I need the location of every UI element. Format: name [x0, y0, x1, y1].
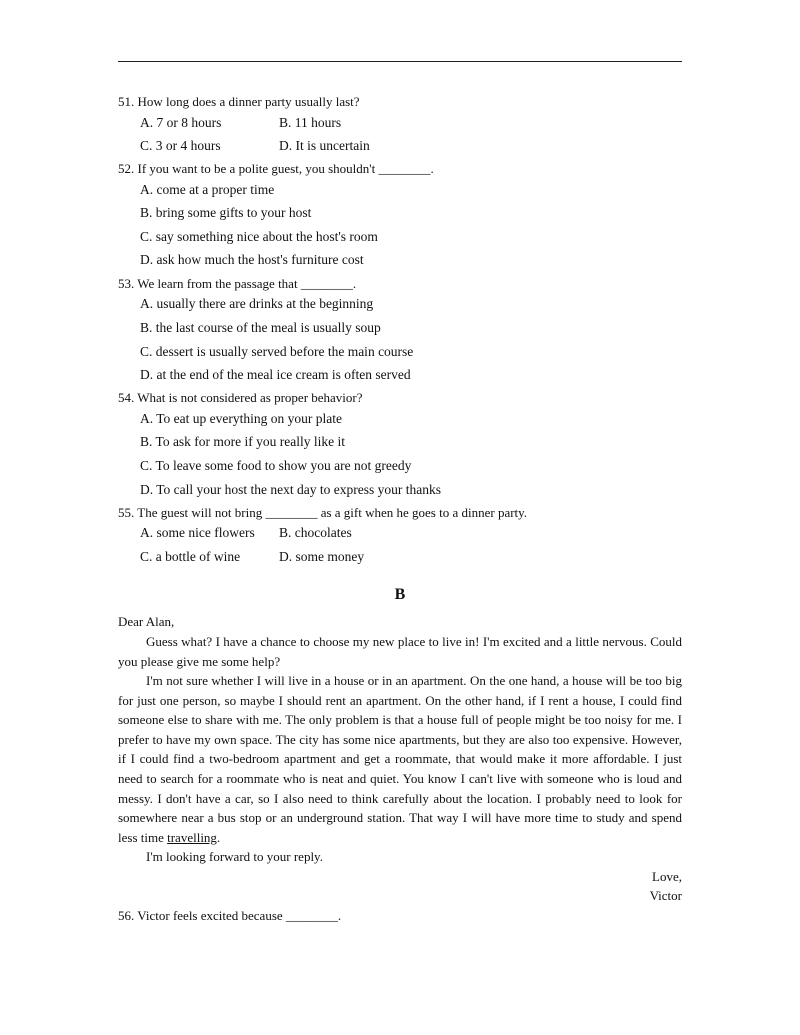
- letter-p2-line: somewhere near a bus stop or an underground station. That way I will have more time to study and spend: [118, 810, 682, 825]
- question-56: 56. Victor feels excited because ________.: [118, 908, 342, 923]
- letter-p1-line: Guess what? I have a chance to choose my new place to live in! I'm excited and a little nervous. Could: [146, 634, 682, 649]
- question-53: 53. We learn from the passage that ________.: [118, 276, 357, 291]
- q51-option-d: D. It is uncertain: [279, 138, 370, 153]
- q55-option-b: B. chocolates: [279, 525, 352, 540]
- q51-option-a: A. 7 or 8 hours: [140, 115, 222, 130]
- letter-salutation: Dear Alan,: [118, 614, 175, 629]
- q54-option-c: C. To leave some food to show you are not greedy: [140, 458, 412, 473]
- question-54: 54. What is not considered as proper behavior?: [118, 390, 363, 405]
- q55-option-a: A. some nice flowers: [140, 525, 255, 540]
- letter-p2-line: messy. I don't have a car, so I also need to think carefully about the location. I probably need to look for: [118, 791, 682, 806]
- letter-closing: Love,: [652, 869, 682, 884]
- q54-option-b: B. To ask for more if you really like it: [140, 434, 346, 449]
- q55-option-c: C. a bottle of wine: [140, 549, 241, 564]
- letter-p2-line: if I could find a two-bedroom apartment and get a roommate, that would make it more affordable. I just: [118, 751, 682, 766]
- q52-option-c: C. say something nice about the host's room: [140, 229, 378, 244]
- underlined-word: travelling: [167, 830, 217, 845]
- question-51: 51. How long does a dinner party usually last?: [118, 94, 360, 109]
- letter-text: .: [216, 830, 221, 845]
- header-rule: [118, 61, 682, 62]
- q52-option-d: D. ask how much the host's furniture cost: [140, 252, 364, 267]
- question-55: 55. The guest will not bring ________ as a gift when he goes to a dinner party.: [118, 505, 528, 520]
- letter-p2-line: I'm not sure whether I will live in a house or in an apartment. On the one hand, a house will be too big: [146, 673, 682, 688]
- letter-p2-line: need to search for a roommate who is neat and quiet. You know I can't live with someone who is loud and: [118, 771, 682, 786]
- q52-option-a: A. come at a proper time: [140, 182, 275, 197]
- q54-option-d: D. To call your host the next day to express your thanks: [140, 482, 442, 497]
- q53-option-a: A. usually there are drinks at the beginning: [140, 296, 374, 311]
- letter-p2-line: someone else to share with me. The only problem is that a house full of people might be too noisy for me. I: [118, 712, 682, 727]
- q52-option-b: B. bring some gifts to your host: [140, 205, 312, 220]
- q53-option-d: D. at the end of the meal ice cream is often served: [140, 367, 411, 382]
- letter-p3: I'm looking forward to your reply.: [146, 849, 323, 864]
- letter-p2-last-line: [118, 830, 220, 846]
- letter-p2-line: for just one person, so maybe I should rent an apartment. On the other hand, if I rent a house, I could find: [118, 693, 682, 708]
- q51-option-c: C. 3 or 4 hours: [140, 138, 221, 153]
- q51-option-b: B. 11 hours: [279, 115, 342, 130]
- letter-text: less time: [118, 830, 168, 845]
- letter-p2-line: prefer to have my own space. The city has some nice apartments, but they are also too expensive. However,: [118, 732, 682, 747]
- section-heading: B: [394, 586, 406, 603]
- q55-option-d: D. some money: [279, 549, 365, 564]
- letter-signature: Victor: [649, 888, 682, 903]
- q53-option-b: B. the last course of the meal is usually soup: [140, 320, 381, 335]
- letter-p1-line: you please give me some help?: [118, 654, 281, 669]
- question-52: 52. If you want to be a polite guest, you shouldn't ________.: [118, 161, 434, 176]
- q53-option-c: C. dessert is usually served before the main course: [140, 344, 414, 359]
- q54-option-a: A. To eat up everything on your plate: [140, 411, 343, 426]
